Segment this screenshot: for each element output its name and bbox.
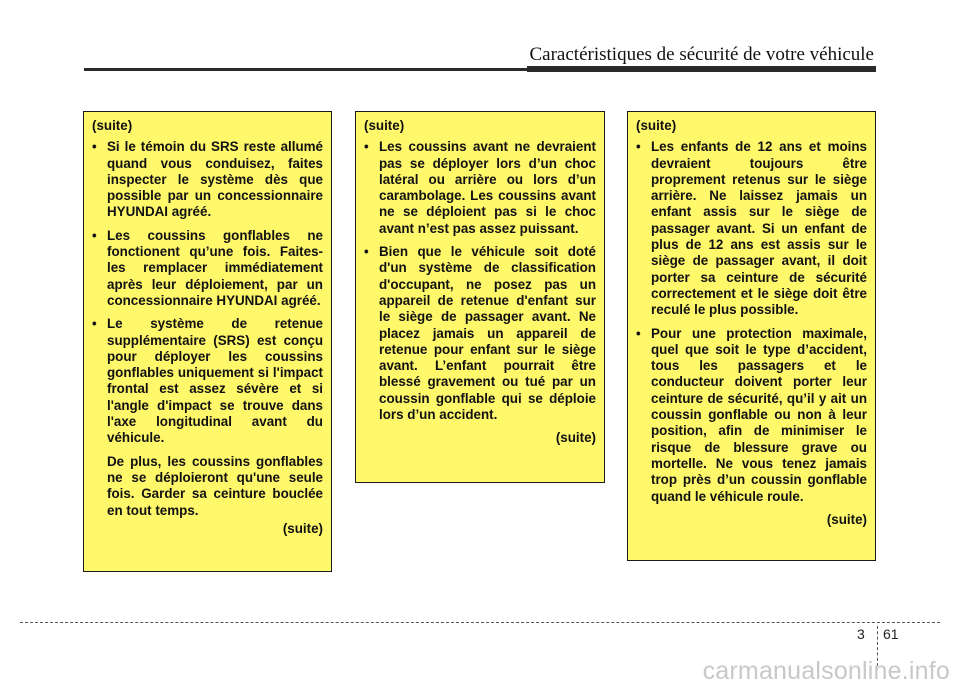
box-heading: (suite) [636, 118, 677, 133]
watermark-text: carmanualsonline.info [702, 657, 950, 685]
bullet-item [364, 244, 596, 423]
bullet-item [364, 139, 596, 237]
bullet-item [92, 228, 323, 309]
continued-label: (suite) [282, 520, 323, 536]
page-number: 61 [883, 626, 899, 642]
bullet-text: Bien que le véhicule soit doté d'un système de classification d'occupant, ne posez pas un appareil de retenue d'enfant sur le siège de passager avant. Ne placez jamais un appareil de retenue pour enfant sur le siège avant. L’enfant pourrait être blessé gravement ou tué par un coussin gonflable qui se déploie lors d’un accident. [379, 244, 596, 423]
bullet-icon: • [636, 325, 641, 341]
header-rule-accent [527, 66, 876, 72]
bullet-paragraph: De plus, les coussins gonflables ne se déploieront qu'une seule fois. Garder sa ceinture bouclée en tout temps. [107, 453, 323, 518]
continued-label: (suite) [826, 511, 867, 527]
bullet-text: Les enfants de 12 ans et moins devraient toujours être proprement retenus sur le siège arrière. Ne laissez jamais un enfant assis sur le siège de passager avant. Si un enfant de plus de 12 ans est assis sur le siège de passager avant, il doit porter sa ceinture de sécurité correctement et le siège doit être reculé le plus possible. [651, 139, 867, 318]
bullet-icon: • [92, 139, 97, 155]
bullet-icon: • [364, 244, 369, 260]
bullet-icon: • [92, 227, 97, 243]
bullet-icon: • [364, 139, 369, 155]
footer-divider [20, 622, 940, 623]
bullet-item [636, 139, 867, 318]
bullet-icon: • [92, 316, 97, 332]
chapter-number: 3 [857, 626, 865, 642]
bullet-text: Pour une protection maximale, quel que soit le type d’accident, tous les passagers et le conducteur doivent porter leur ceinture de sécurité, qu’il y ait un coussin gonflable ou non à leur position, afin de minimiser le risque de blessure grave ou mortelle. Ne vous tenez jamais trop près d’un coussin gonflable quand le véhicule roule. [651, 325, 867, 504]
bullet-text: Les coussins gonflables ne fonctionent qu’une fois. Faites-les remplacer immédiatement après leur déploiement, par un concessionnaire HYUNDAI agréé. [107, 227, 323, 308]
warning-box-3 [627, 111, 876, 561]
bullet-item [636, 326, 867, 505]
box-heading: (suite) [92, 118, 133, 133]
bullet-item [92, 139, 323, 220]
bullet-icon: • [636, 139, 641, 155]
page-header-title: Caractéristiques de sécurité de votre véhicule [529, 44, 874, 65]
bullet-text: Le système de retenue supplémentaire (SRS) est conçu pour déployer les coussins gonflables uniquement si l'impact frontal est assez sévère et si l'angle d'impact se trouve dans l'axe longitudinal avant du véhicule. [107, 316, 323, 446]
box-heading: (suite) [364, 118, 405, 133]
continued-label: (suite) [555, 430, 596, 446]
warning-box-2 [355, 111, 605, 483]
bullet-text: Si le témoin du SRS reste allumé quand vous conduisez, faites inspecter le système dès que possible par un concessionnaire HYUNDAI agréé. [107, 139, 323, 220]
warning-box-1 [83, 111, 332, 572]
bullet-item [92, 316, 323, 446]
bullet-text: Les coussins avant ne devraient pas se déployer lors d’un choc latéral ou arrière ou lors d’un carambolage. Les coussins avant ne se déploient pas si le choc avant n’est pas assez puissant. [379, 139, 596, 236]
